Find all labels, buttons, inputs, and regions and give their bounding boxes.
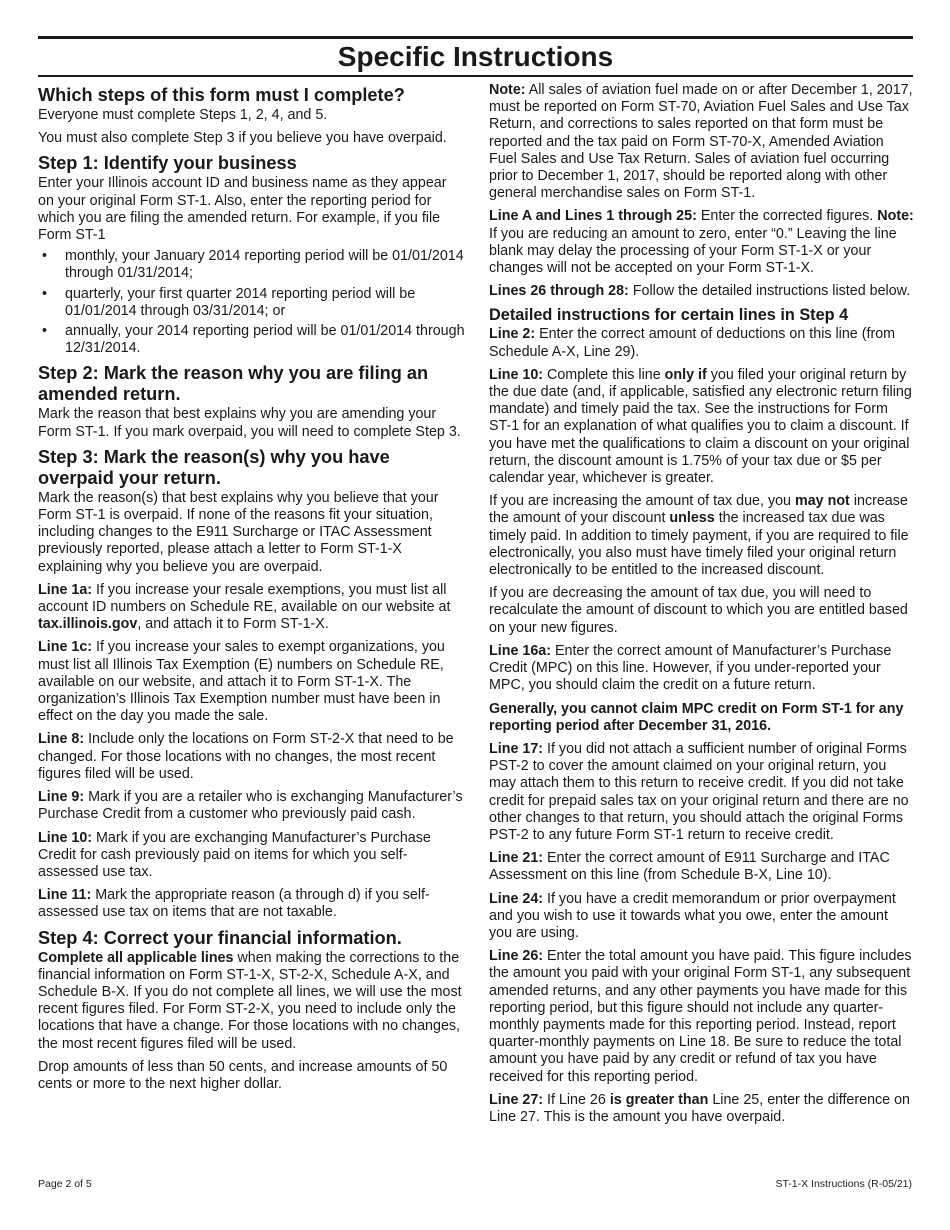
line17-paragraph: Line 17: If you did not attach a sufficient number of original Forms PST-2 to cover the amount claimed on your original return, you may attach them to this return to receive credit. If you did not take credit for prepaid sales tax on your original return and there are no other changes to that return, you should attach the original Forms PST-2 to any future Form ST-1 return to receive credit. [489,740,909,843]
left-column [38,82,466,1099]
which-steps-heading: Which steps of this form must I complete? [38,85,405,105]
list-item: • monthly, your January 2014 reporting period will be 01/01/2014 through 01/31/2014; [38,248,466,282]
mpc-warning-paragraph: Generally, you cannot claim MPC credit on Form ST-1 for any reporting period after December 31, 2016. [489,700,904,734]
aviation-note-paragraph: Note: All sales of aviation fuel made on or after December 1, 2017, must be reported on Form ST-70, Aviation Fuel Sales and Use Tax Return, and corrections to sales reported on that form must be reported and the tax paid on Form ST-70-X, Amended Aviation Fuel Sales and Use Tax Return. Sales of aviation fuel occurring prior to December 1, 2017, should be reported along with other general merchandise sales on Form ST-1. [489,82,913,202]
line16a-paragraph: Line 16a: Enter the correct amount of Manufacturer’s Purchase Credit (MPC) on this line. However, if you under-reported your MPC, you should claim the credit on a future return. [489,642,892,694]
website-link[interactable]: tax.illinois.gov [38,616,138,633]
step2-paragraph: Mark the reason that best explains why you are amending your Form ST-1. If you mark overpaid, you will need to complete Step 3. [38,406,461,440]
step3-paragraph: Mark the reason(s) that best explains why you believe that your Form ST-1 is overpaid. If none of the reasons fit your situation, including changes to the E911 Surcharge or ITAC Assessment previously reported, please attach a letter to Form ST-1-X explaining why you believe you are overpaid. [38,489,439,575]
line24-paragraph: Line 24: If you have a credit memorandum or prior overpayment and you wish to use it towards what you owe, enter the amount you are using. [489,890,896,941]
step1-paragraph: Enter your Illinois account ID and business name as they appear on your original Form ST-1. Also, enter the reporting period for which you are filing the amended return. For example, if you file Form ST-1 [38,175,447,244]
page-title: Specific Instructions [337,41,614,72]
lineA-paragraph: Line A and Lines 1 through 25: Enter the corrected figures. Note: If you are reducing an amount to zero, enter “0.” Leaving the line blank may delay the processing of your Form ST-1-X or your changes will not be accepted on your Form ST-1-X. [489,208,914,277]
step1-bullet-list [38,248,466,357]
which-steps-p2: You must also complete Step 3 if you believe you have overpaid. [38,130,447,147]
lines26-28-paragraph: Lines 26 through 28: Follow the detailed instructions listed below. [489,283,911,300]
line27-paragraph: Line 27: If Line 26 is greater than Line 25, enter the difference on Line 27. This is the amount you have overpaid. [489,1091,911,1125]
line1c-paragraph: Line 1c: If you increase your sales to exempt organizations, you must list all Illinois Tax Exemption (E) numbers on Schedule RE, available on our website, and attach it to Form ST-1-X. The organization’s Illinois Tax Exemption number must have been in effect on the day you made the sale. [38,639,445,725]
step4-heading: Step 4: Correct your financial information. [38,927,402,948]
which-steps-p1: Everyone must complete Steps 1, 2, 4, and 5. [38,107,328,123]
line21-paragraph: Line 21: Enter the correct amount of E911 Surcharge and ITAC Assessment on this line (from Schedule B-X, Line 10). [489,850,890,884]
line9-paragraph: Line 9: Mark if you are a retailer who is exchanging Manufacturer’s Purchase Credit from a customer who previously paid cash. [38,789,463,823]
step1-heading: Step 1: Identify your business [38,153,297,174]
detailed-instructions-heading: Detailed instructions for certain lines in Step 4 [489,306,849,325]
form-revision: ST-1-X Instructions (R-05/21) [775,1178,912,1190]
line2-paragraph: Line 2: Enter the correct amount of deductions on this line (from Schedule A-X, Line 29). [489,326,896,360]
right-column [489,82,914,1132]
line11-paragraph: Line 11: Mark the appropriate reason (a through d) if you self-assessed use tax on items that are not taxable. [38,887,430,921]
list-item: • annually, your 2014 reporting period will be 01/01/2014 through 12/31/2014. [38,323,466,357]
list-item: • quarterly, your first quarter 2014 reporting period will be 01/01/2014 through 03/31/2014; or [38,286,466,320]
line1a-paragraph: Line 1a: If you increase your resale exemptions, you must list all account ID numbers on Schedule RE, available on our website at tax.illinois.gov, and attach it to Form ST-1-X. [38,581,451,633]
line26-paragraph: Line 26: Enter the total amount you have paid. This figure includes the amount you paid with your original Form ST-1, any subsequent amended returns, and any other payments you have made for this reporting period, but this figure should not include any quarter-monthly payments made for this reporting period. Instead, report quarter-monthly payments on Line 18. Be sure to reduce the total amount you have paid by any credit or refund of tax you have received for this reporting period. [489,948,912,1085]
decrease-tax-paragraph: If you are decreasing the amount of tax due, you will need to recalculate the amount of discount to which you are entitled based on your new figures. [489,585,908,636]
increase-tax-paragraph: If you are increasing the amount of tax due, you may not increase the amount of your discount unless the increased tax due was timely paid. In addition to timely payment, if you are required to file electronically, you also must have timely filed your original return electronically to be entitled to the increased discount. [489,493,909,579]
line8-paragraph: Line 8: Include only the locations on Form ST-2-X that need to be changed. For those locations with no changes, the most recent figures filed will be used. [38,731,454,782]
line10-discount-paragraph: Line 10: Complete this line only if you filed your original return by the due date (and, if applicable, satisfied any electronic return filing mandate) and timely paid the tax. See the instructions for Form ST-1 for an explanation of what qualifies you to claim a discount. If you have met the qualifications to claim a discount on your original return, the discount amount is 1.75% of your tax due or $5 per calendar year, whichever is greater. [489,366,912,487]
step4-rounding-paragraph: Drop amounts of less than 50 cents, and increase amounts of 50 cents or more to the next higher dollar. [38,1058,448,1092]
step2-heading: Step 2: Mark the reason why you are filing an amended return. [38,363,429,405]
line10-paragraph: Line 10: Mark if you are exchanging Manufacturer’s Purchase Credit for cash previously paid on items for which you self-assessed use tax. [38,829,431,880]
page-number: Page 2 of 5 [38,1178,92,1190]
step4-paragraph: Complete all applicable lines when making the corrections to the financial information on Form ST-1-X, ST-2-X, Schedule A-X, and Schedule B-X. If you do not complete all lines, we will use the most recent figures filed. For Form ST-2-X, you need to include only the locations that have a change. For those locations with no changes, the most recent figures filed will be used. [38,949,462,1052]
title-underline [38,75,913,77]
step3-heading: Step 3: Mark the reason(s) why you have overpaid your return. [38,446,390,488]
